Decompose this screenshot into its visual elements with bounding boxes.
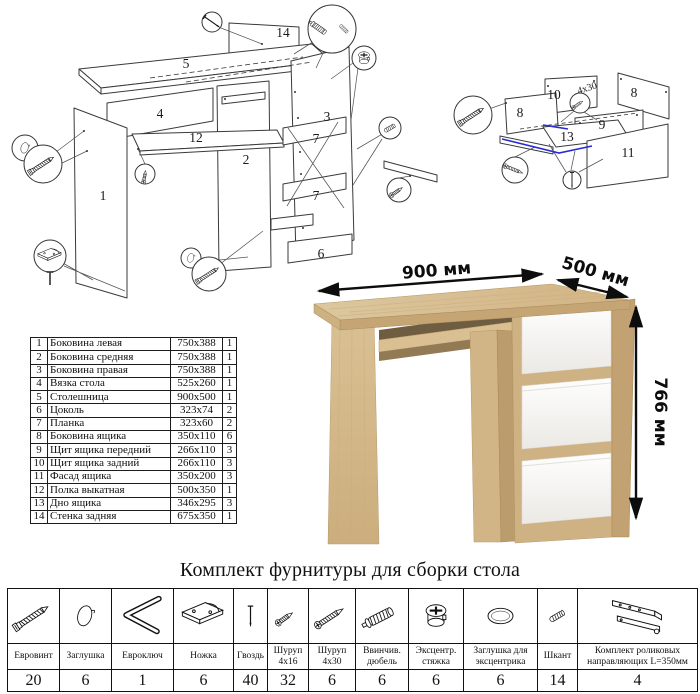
table-row	[31, 338, 237, 351]
part-number-label: 6	[317, 246, 325, 261]
part-number: 14	[31, 510, 48, 523]
part-name: Боковина средняя	[48, 351, 171, 364]
part-name: Щит ящика передний	[48, 444, 171, 457]
table-row	[31, 510, 237, 523]
part-number-label: 8	[630, 85, 638, 100]
hardware-item-qty: 32	[268, 670, 309, 692]
part-name: Боковина правая	[48, 364, 171, 377]
part-name: Щит ящика задний	[48, 457, 171, 470]
part-size: 525x260	[171, 377, 223, 390]
hardware-icon-cell	[309, 589, 356, 644]
screw-4x30-icon	[309, 592, 355, 640]
hardware-item-qty: 6	[464, 670, 538, 692]
part-size: 346x295	[171, 497, 223, 510]
part-size: 266x110	[171, 457, 223, 470]
screw-dowel-icon	[356, 592, 408, 640]
hardware-icon-cell	[464, 589, 538, 644]
hardware-icon-cell	[356, 589, 409, 644]
part-size: 323x60	[171, 417, 223, 430]
hardware-icon-cell	[409, 589, 464, 644]
parts-table-body	[31, 338, 237, 524]
desk-illustration	[314, 253, 670, 544]
dimension-label-width: 900 мм	[401, 258, 472, 284]
hardware-item-label: Заглушка для эксцентрика	[464, 644, 538, 670]
part-number: 13	[31, 497, 48, 510]
hardware-item-qty: 6	[356, 670, 409, 692]
part-number: 6	[31, 404, 48, 417]
part-qty: 2	[223, 417, 237, 430]
part-name: Дно ящика	[48, 497, 171, 510]
table-row	[31, 351, 237, 364]
part-number: 9	[31, 444, 48, 457]
part-number: 11	[31, 470, 48, 483]
part-qty: 1	[223, 338, 237, 351]
hardware-icon-cell	[174, 589, 234, 644]
hardware-item-qty: 4	[578, 670, 698, 692]
foot-icon	[174, 592, 233, 640]
hardware-item-qty: 20	[8, 670, 60, 692]
part-number-label: 8	[516, 105, 524, 120]
hardware-icon-cell	[8, 589, 60, 644]
table-row	[31, 404, 237, 417]
part-number-label: 13	[560, 129, 574, 144]
part-size: 900x500	[171, 391, 223, 404]
hardware-icon-cell	[112, 589, 174, 644]
part-name: Планка	[48, 417, 171, 430]
hardware-icon-cell	[234, 589, 268, 644]
part-number-label: 5	[182, 56, 190, 71]
part-size: 350x200	[171, 470, 223, 483]
hardware-icon-cell	[538, 589, 578, 644]
part-name: Столешница	[48, 391, 171, 404]
screw-size-note: 4x30	[576, 80, 599, 97]
part-size: 266x110	[171, 444, 223, 457]
part-qty: 3	[223, 444, 237, 457]
euro-screw-icon	[8, 592, 59, 640]
desk-exploded-view	[74, 23, 437, 298]
hardware-item-label: Заглушка	[60, 644, 112, 670]
cam-cap-icon	[464, 592, 537, 640]
hardware-table	[7, 588, 698, 692]
dimension-label-height: 766 мм	[650, 377, 670, 447]
hardware-item-qty: 40	[234, 670, 268, 692]
part-qty: 1	[223, 377, 237, 390]
cap-icon	[60, 592, 111, 640]
part-number-label: 4	[156, 106, 164, 121]
hardware-icon-cell	[578, 589, 698, 644]
part-size: 750x388	[171, 338, 223, 351]
hardware-icon-cell	[60, 589, 112, 644]
drawer-slides-icon	[578, 592, 697, 640]
hardware-icon-cell	[268, 589, 309, 644]
part-size: 675x350	[171, 510, 223, 523]
table-row	[31, 377, 237, 390]
nail-icon	[234, 592, 267, 640]
table-row	[31, 431, 237, 444]
part-number: 4	[31, 377, 48, 390]
part-number-label: 14	[276, 25, 290, 40]
dimension-label-depth: 500 мм	[559, 253, 632, 292]
part-size: 323x74	[171, 404, 223, 417]
part-name: Полка выкатная	[48, 484, 171, 497]
part-number-label: 2	[242, 152, 250, 167]
part-qty: 1	[223, 351, 237, 364]
part-number: 1	[31, 338, 48, 351]
part-number: 10	[31, 457, 48, 470]
table-row	[31, 391, 237, 404]
hardware-item-label: Гвоздь	[234, 644, 268, 670]
kit-title: Комплект фурнитуры для сборки стола	[179, 559, 521, 581]
part-number: 5	[31, 391, 48, 404]
part-name: Фасад ящика	[48, 470, 171, 483]
table-row	[31, 364, 237, 377]
part-number: 2	[31, 351, 48, 364]
table-row	[31, 497, 237, 510]
wood-dowel-icon	[538, 592, 577, 640]
screw-4x16-icon	[268, 592, 308, 640]
part-name: Боковина левая	[48, 338, 171, 351]
part-number-label: 12	[189, 130, 203, 145]
part-number: 12	[31, 484, 48, 497]
hardware-item-label: Шкант	[538, 644, 578, 670]
part-number-label: 11	[621, 145, 635, 160]
part-number-label: 7	[312, 188, 320, 203]
part-qty: 3	[223, 470, 237, 483]
part-number: 3	[31, 364, 48, 377]
part-name: Стенка задняя	[48, 510, 171, 523]
part-size: 500x350	[171, 484, 223, 497]
part-size: 750x388	[171, 364, 223, 377]
hardware-item-qty: 6	[174, 670, 234, 692]
part-qty: 1	[223, 364, 237, 377]
hardware-item-label: Комплект роликовых направляющих L=350мм	[578, 644, 698, 670]
table-row	[31, 470, 237, 483]
hardware-item-label: Евроключ	[112, 644, 174, 670]
part-name: Вязка стола	[48, 377, 171, 390]
part-qty: 1	[223, 484, 237, 497]
part-qty: 1	[223, 391, 237, 404]
table-row	[31, 457, 237, 470]
hardware-item-qty: 6	[60, 670, 112, 692]
hardware-item-label: Ножка	[174, 644, 234, 670]
hardware-item-label: Шуруп 4x16	[268, 644, 309, 670]
part-size: 750x388	[171, 351, 223, 364]
part-qty: 1	[223, 510, 237, 523]
hardware-item-label: Шуруп 4x30	[309, 644, 356, 670]
part-number-label: 10	[547, 87, 561, 102]
parts-table	[30, 337, 237, 524]
part-number-label: 1	[99, 188, 107, 203]
hardware-item-qty: 1	[112, 670, 174, 692]
hex-key-icon	[112, 592, 173, 640]
cam-lock-icon	[409, 592, 463, 640]
table-row	[31, 417, 237, 430]
part-number-label: 3	[323, 109, 331, 124]
part-qty: 6	[223, 431, 237, 444]
part-number: 8	[31, 431, 48, 444]
part-qty: 2	[223, 404, 237, 417]
part-number-label: 7	[312, 131, 320, 146]
hardware-item-qty: 6	[409, 670, 464, 692]
hardware-item-qty: 14	[538, 670, 578, 692]
part-number: 7	[31, 417, 48, 430]
part-qty: 3	[223, 497, 237, 510]
part-size: 350x110	[171, 431, 223, 444]
part-number-label: 9	[598, 117, 606, 132]
hardware-item-qty: 6	[309, 670, 356, 692]
part-name: Цоколь	[48, 404, 171, 417]
hardware-item-label: Ввинчив. дюбель	[356, 644, 409, 670]
part-qty: 3	[223, 457, 237, 470]
table-row	[31, 444, 237, 457]
hardware-item-label: Евровинт	[8, 644, 60, 670]
hardware-item-label: Эксцентр. стяжка	[409, 644, 464, 670]
part-name: Боковина ящика	[48, 431, 171, 444]
table-row	[31, 484, 237, 497]
